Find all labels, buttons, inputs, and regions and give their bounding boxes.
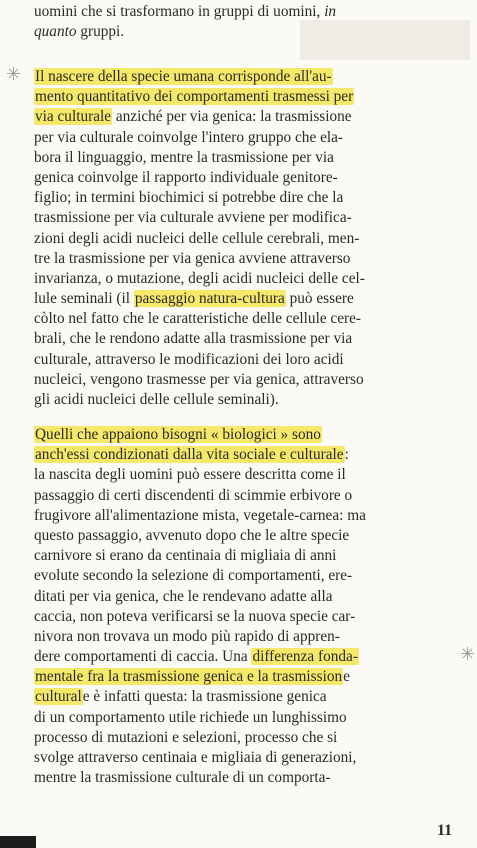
text-line <box>34 506 459 526</box>
text-line <box>34 425 459 445</box>
text-run: evolute secondo la selezione di comportamenti, ere- <box>34 567 353 585</box>
margin-asterisk-icon: ✳ <box>460 644 476 665</box>
text-run: gli acidi nucleici delle cellule seminali). <box>34 391 279 408</box>
text-line <box>34 370 459 390</box>
paragraph-2 <box>34 425 459 788</box>
text-line <box>34 728 459 748</box>
text-run: ditati per via genica, che le rendevano adatte alla <box>34 587 333 605</box>
text-run: còlto nel fatto che le caratteristiche delle cellule cere- <box>34 310 361 328</box>
text-run: carnivore si erano da centinaia di migliaia di anni <box>34 547 337 565</box>
text-run: questo passaggio, avvenuto dopo che le altre specie <box>34 526 350 544</box>
text-run: tre la trasmissione per via genica avviene attraverso <box>34 249 351 267</box>
text-line <box>34 627 459 647</box>
text-line <box>34 607 459 627</box>
text-run: brali, che le rendono adatte alla trasmissione per via <box>34 330 353 348</box>
text-run: processo di mutazioni e selezioni, processo che si <box>34 728 338 746</box>
text-line <box>34 289 459 309</box>
text-line <box>34 647 459 667</box>
text-line <box>34 667 459 687</box>
text-run: : <box>344 446 349 464</box>
highlighted-text: via culturale <box>35 108 112 126</box>
text-line <box>34 309 459 329</box>
text-run: frugivore all'alimentazione mista, vegetale-carnea: ma <box>34 506 366 524</box>
text-line <box>34 148 459 168</box>
text-line <box>34 168 459 188</box>
text-run: culturale, attraverso le modificazioni dei loro acidi <box>34 350 344 368</box>
text-line <box>34 2 459 22</box>
text-run: bora il linguaggio, mentre la trasmissione per via <box>34 148 334 166</box>
text-run: invarianza, o mutazione, degli acidi nucleici delle cel- <box>34 269 365 287</box>
text-run: gruppi. <box>76 23 125 41</box>
text-run: e è infatti questa: la trasmissione genica <box>82 688 327 706</box>
text-line <box>34 350 459 370</box>
highlighted-text: mentale fra la trasmissione genica e la trasmission <box>35 668 343 686</box>
text-line <box>34 768 459 788</box>
text-run: per via culturale coinvolge l'intero gruppo che ela- <box>34 128 343 146</box>
text-run: lule seminali (il <box>34 290 134 308</box>
text-run: caccia, non poteva verificarsi se la nuova specie car- <box>34 607 356 625</box>
text-line <box>34 546 459 566</box>
text-run: la nascita degli uomini può essere descritta come il <box>34 466 346 484</box>
text-line <box>34 390 459 410</box>
text-line <box>34 465 459 485</box>
text-line <box>34 566 459 586</box>
text-run: mentre la trasmissione culturale di un comporta- <box>34 769 331 787</box>
highlighted-text: Quelli che appaiono bisogni « biologici » sono <box>35 426 321 443</box>
text-line <box>34 22 459 42</box>
text-line <box>34 445 459 465</box>
text-run: e <box>343 668 350 686</box>
italic-text: quanto <box>34 23 77 41</box>
page-number: 11 <box>437 822 453 839</box>
text-line <box>34 708 459 728</box>
highlighted-text: differenza fonda- <box>252 648 358 666</box>
text-line <box>34 249 459 269</box>
intro-text <box>34 2 459 42</box>
text-line <box>34 67 459 87</box>
text-line <box>34 486 459 506</box>
text-run: anziché per via genica: la trasmissione <box>112 108 352 126</box>
text-run: di un comportamento utile richiede un lunghissimo <box>34 708 347 726</box>
highlighted-text: mento quantitativo dei comportamenti trasmessi per <box>35 88 354 106</box>
highlighted-text: passaggio natura-cultura <box>134 290 285 308</box>
margin-asterisk-icon: ✳ <box>6 64 22 85</box>
paragraph-1 <box>34 67 459 410</box>
text-run: trasmissione per via culturale avviene per modifica- <box>34 209 352 227</box>
text-run: figlio; in termini biochimici si potrebbe dire che la <box>34 189 344 207</box>
text-run: nucleici, vengono trasmesse per via genica, attraverso <box>34 370 364 388</box>
text-line <box>34 329 459 349</box>
italic-text: in <box>324 3 337 20</box>
text-run: zioni degli acidi nucleici delle cellule cerebrali, men- <box>34 229 360 247</box>
text-run: nivora non trovava un modo più rapido di appren- <box>34 627 340 645</box>
highlighted-text: Il nascere della specie umana corrisponde all'au- <box>35 68 332 85</box>
text-run: svolge attraverso centinaia e migliaia di generazioni, <box>34 749 357 766</box>
highlighted-text: cultural <box>35 688 82 706</box>
text-line <box>34 128 459 148</box>
highlighted-text: anch'essi condizionati dalla vita sociale e culturale <box>35 446 344 464</box>
text-line <box>34 526 459 546</box>
text-line <box>34 687 459 707</box>
text-run: dere comportamenti di caccia. Una <box>34 648 252 666</box>
text-line <box>34 208 459 228</box>
text-run: uomini che si trasformano in gruppi di uomini, <box>34 3 325 20</box>
text-line <box>34 748 459 768</box>
text-line <box>34 269 459 289</box>
text-run: genica coinvolge il rapporto individuale genitore- <box>34 168 338 186</box>
text-line <box>34 107 459 127</box>
text-line <box>34 188 459 208</box>
text-run: può essere <box>285 290 354 308</box>
scan-corner-mark <box>0 836 36 848</box>
text-line <box>34 87 459 107</box>
text-line <box>34 587 459 607</box>
text-run: passaggio di certi discendenti di scimmie erbivore o <box>34 486 353 504</box>
text-line <box>34 229 459 249</box>
